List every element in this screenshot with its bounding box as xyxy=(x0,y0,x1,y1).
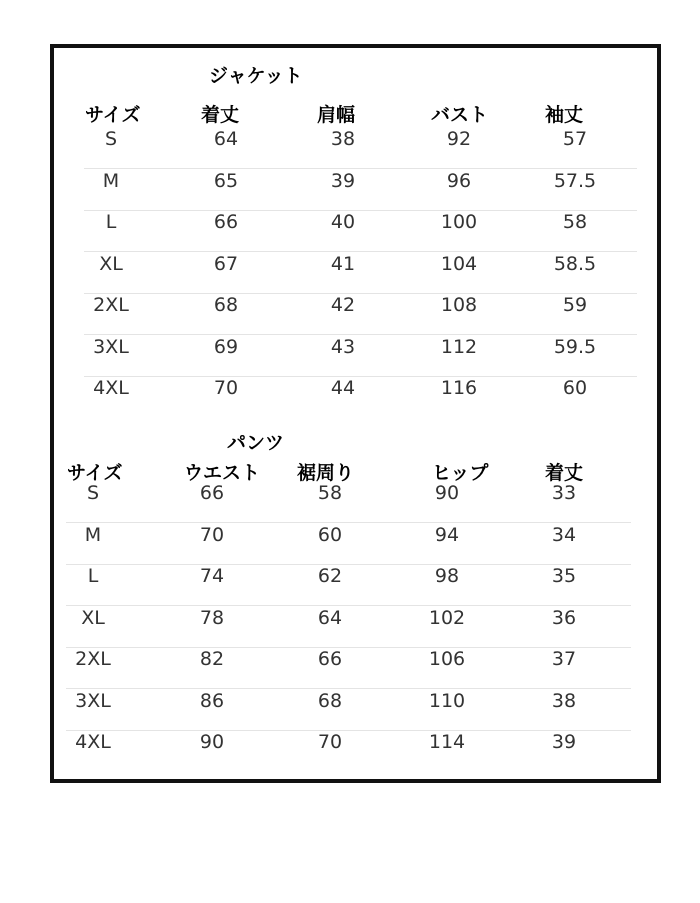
pants-header-waist: ウエスト xyxy=(184,462,261,484)
table-cell: 100 xyxy=(440,211,478,233)
table-cell: 70 xyxy=(199,523,225,546)
pants-header-length: 着丈 xyxy=(545,462,584,484)
table-cell: 64 xyxy=(317,606,343,629)
table-cell: 39 xyxy=(330,169,356,192)
table-row xyxy=(66,648,631,689)
table-row xyxy=(84,377,637,418)
pants-section-title: パンツ xyxy=(227,432,285,454)
table-cell: S xyxy=(104,128,118,150)
table-cell: S xyxy=(86,482,100,504)
table-cell: 60 xyxy=(317,523,343,546)
pants-header-hip: ヒップ xyxy=(432,462,489,484)
table-cell: 67 xyxy=(213,252,239,275)
table-cell: M xyxy=(102,169,120,192)
table-cell: 38 xyxy=(330,128,356,150)
table-cell: 96 xyxy=(446,169,472,192)
table-cell: 58.5 xyxy=(553,252,597,275)
table-cell: 33 xyxy=(551,482,577,504)
table-cell: 4XL xyxy=(93,377,129,399)
table-cell: 82 xyxy=(199,648,225,670)
table-row xyxy=(66,607,631,648)
table-row xyxy=(66,565,631,606)
table-cell: 58 xyxy=(317,482,343,504)
table-row xyxy=(66,731,631,772)
table-cell: 68 xyxy=(213,294,239,316)
table-row xyxy=(84,294,637,335)
table-cell: 35 xyxy=(551,565,577,587)
table-cell: 86 xyxy=(199,689,225,712)
table-cell: 62 xyxy=(317,565,343,587)
table-cell: 40 xyxy=(330,211,356,233)
table-cell: 60 xyxy=(562,377,588,399)
table-cell: 57.5 xyxy=(553,169,597,192)
size-chart-frame xyxy=(50,44,661,783)
table-cell: M xyxy=(84,523,102,546)
table-cell: 78 xyxy=(199,606,225,629)
table-cell: XL xyxy=(81,606,105,629)
table-cell: 37 xyxy=(551,648,577,670)
table-cell: 112 xyxy=(440,335,478,358)
table-cell: 116 xyxy=(440,377,478,399)
table-row xyxy=(84,170,637,211)
table-row xyxy=(84,336,637,377)
table-cell: 110 xyxy=(428,689,466,712)
table-cell: 106 xyxy=(428,648,466,670)
table-cell: 36 xyxy=(551,606,577,629)
table-cell: 4XL xyxy=(75,731,111,753)
table-cell: 68 xyxy=(317,689,343,712)
table-cell: 92 xyxy=(446,128,472,150)
table-cell: 43 xyxy=(330,335,356,358)
jacket-header-sleeve: 袖丈 xyxy=(545,104,584,126)
table-cell: 114 xyxy=(428,731,466,753)
table-cell: 3XL xyxy=(75,689,111,712)
table-cell: 90 xyxy=(434,482,460,504)
table-cell: 58 xyxy=(562,211,588,233)
table-row xyxy=(66,524,631,565)
jacket-header-bust: バスト xyxy=(431,104,489,126)
table-cell: 66 xyxy=(213,211,239,233)
table-cell: 69 xyxy=(213,335,239,358)
table-cell: 41 xyxy=(330,252,356,275)
table-cell: 98 xyxy=(434,565,460,587)
table-cell: 70 xyxy=(317,731,343,753)
jacket-header-shoulder: 肩幅 xyxy=(317,104,356,126)
table-cell: 59 xyxy=(562,294,588,316)
table-cell: 34 xyxy=(551,523,577,546)
table-cell: 3XL xyxy=(93,335,129,358)
table-cell: 42 xyxy=(330,294,356,316)
table-cell: 2XL xyxy=(93,294,129,316)
table-cell: 44 xyxy=(330,377,356,399)
table-row xyxy=(66,482,631,523)
table-cell: 66 xyxy=(199,482,225,504)
table-row xyxy=(66,690,631,731)
table-cell: 64 xyxy=(213,128,239,150)
pants-header-size: サイズ xyxy=(67,462,123,484)
table-cell: XL xyxy=(99,252,123,275)
table-cell: 2XL xyxy=(75,648,111,670)
table-cell: 104 xyxy=(440,252,478,275)
table-cell: 57 xyxy=(562,128,588,150)
jacket-section-title: ジャケット xyxy=(209,65,303,87)
table-row xyxy=(84,211,637,252)
table-cell: 74 xyxy=(199,565,225,587)
pants-header-hem: 裾周り xyxy=(297,462,355,484)
jacket-header-size: サイズ xyxy=(85,104,141,126)
table-cell: 94 xyxy=(434,523,460,546)
table-row xyxy=(84,128,637,169)
table-cell: 65 xyxy=(213,169,239,192)
table-cell: 66 xyxy=(317,648,343,670)
table-cell: 38 xyxy=(551,689,577,712)
table-row xyxy=(84,253,637,294)
table-cell: 108 xyxy=(440,294,478,316)
table-cell: 90 xyxy=(199,731,225,753)
table-cell: 102 xyxy=(428,606,466,629)
table-cell: 59.5 xyxy=(553,335,597,358)
table-cell: L xyxy=(87,565,99,587)
jacket-header-length: 着丈 xyxy=(201,104,240,126)
table-cell: 39 xyxy=(551,731,577,753)
table-cell: 70 xyxy=(213,377,239,399)
table-cell: L xyxy=(105,211,117,233)
